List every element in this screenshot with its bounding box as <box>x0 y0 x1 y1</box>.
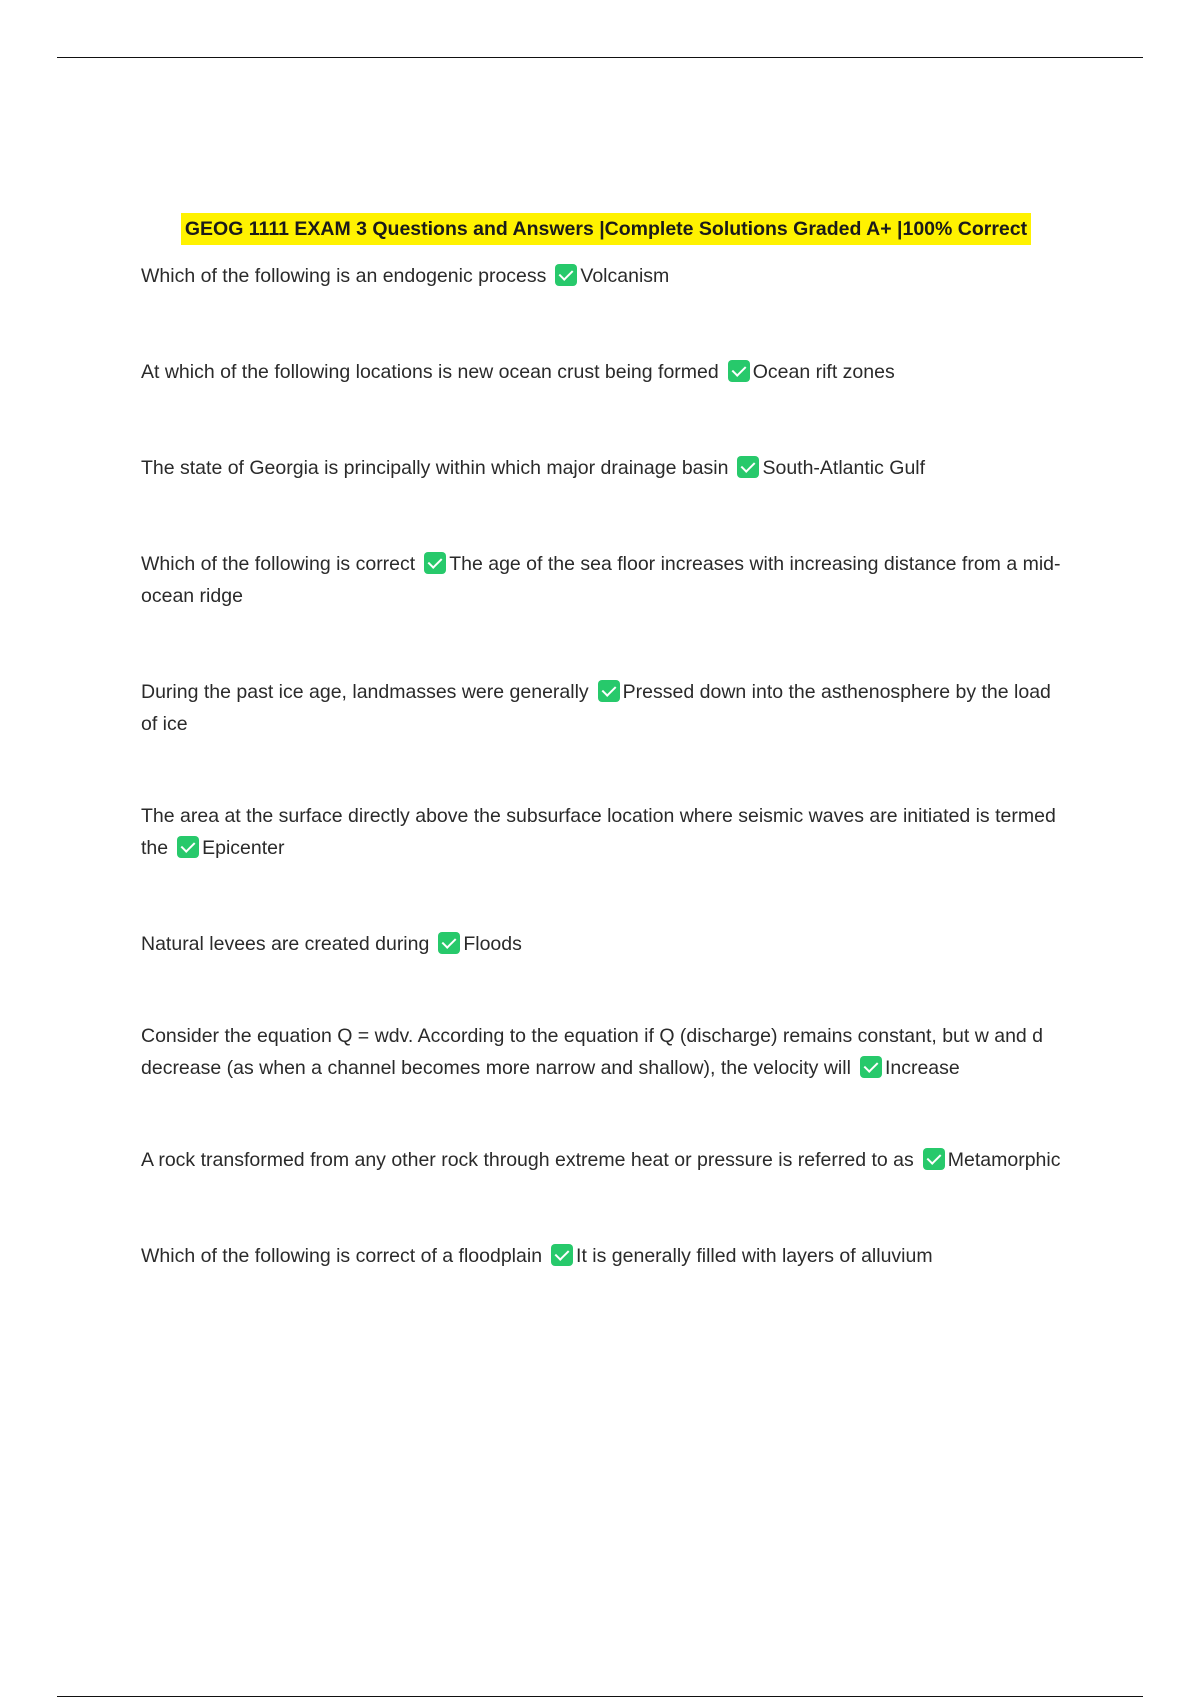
check-icon <box>438 932 460 954</box>
answer-text: Epicenter <box>202 837 285 859</box>
document-title: GEOG 1111 EXAM 3 Questions and Answers |Complete Solutions Graded A+ |100% Correct <box>181 213 1031 245</box>
document-body <box>141 213 1071 1272</box>
answer-text: Volcanism <box>580 265 670 287</box>
question-text: Which of the following is an endogenic process <box>141 265 547 287</box>
check-icon <box>177 836 199 858</box>
qa-item <box>141 1020 1071 1084</box>
answer-text: It is generally filled with layers of alluvium <box>576 1245 933 1267</box>
check-icon <box>555 264 577 286</box>
check-icon <box>598 680 620 702</box>
question-text: The state of Georgia is principally within which major drainage basin <box>141 457 729 479</box>
answer-text: The age of the sea floor increases with increasing distance from a mid-ocean ridge <box>141 553 1061 607</box>
qa-item <box>141 260 1071 292</box>
question-text: Natural levees are created during <box>141 933 430 955</box>
qa-item <box>141 356 1071 388</box>
question-text: A rock transformed from any other rock through extreme heat or pressure is referred to as <box>141 1149 914 1171</box>
question-text: At which of the following locations is new ocean crust being formed <box>141 361 719 383</box>
qa-item <box>141 452 1071 484</box>
answer-text: Metamorphic <box>947 1149 1061 1171</box>
answer-text: Floods <box>463 933 522 955</box>
answer-text: Pressed down into the asthenosphere by the load of ice <box>141 681 1051 735</box>
title-row <box>141 213 1071 245</box>
answer-text: South-Atlantic Gulf <box>762 457 926 479</box>
check-icon <box>551 1244 573 1266</box>
answer-text: Increase <box>884 1057 960 1079</box>
answer-text: Ocean rift zones <box>752 361 895 383</box>
qa-item <box>141 928 1071 960</box>
qa-item <box>141 676 1071 740</box>
top-rule <box>57 57 1143 58</box>
question-text: Which of the following is correct of a floodplain <box>141 1245 543 1267</box>
question-text: Which of the following is correct <box>141 553 416 575</box>
check-icon <box>737 456 759 478</box>
bottom-rule <box>57 1696 1143 1697</box>
check-icon <box>728 360 750 382</box>
qa-item <box>141 800 1071 864</box>
qa-item <box>141 1240 1071 1272</box>
check-icon <box>860 1056 882 1078</box>
qa-item <box>141 548 1071 612</box>
check-icon <box>923 1148 945 1170</box>
question-text: During the past ice age, landmasses were generally <box>141 681 589 703</box>
question-text: The area at the surface directly above the subsurface location where seismic waves are initiated is termed the <box>141 805 1056 859</box>
check-icon <box>424 552 446 574</box>
question-text: Consider the equation Q = wdv. According to the equation if Q (discharge) remains constant, but w and d decrease (as when a channel becomes more narrow and shallow), the velocity will <box>141 1025 1044 1079</box>
qa-item <box>141 1144 1071 1176</box>
